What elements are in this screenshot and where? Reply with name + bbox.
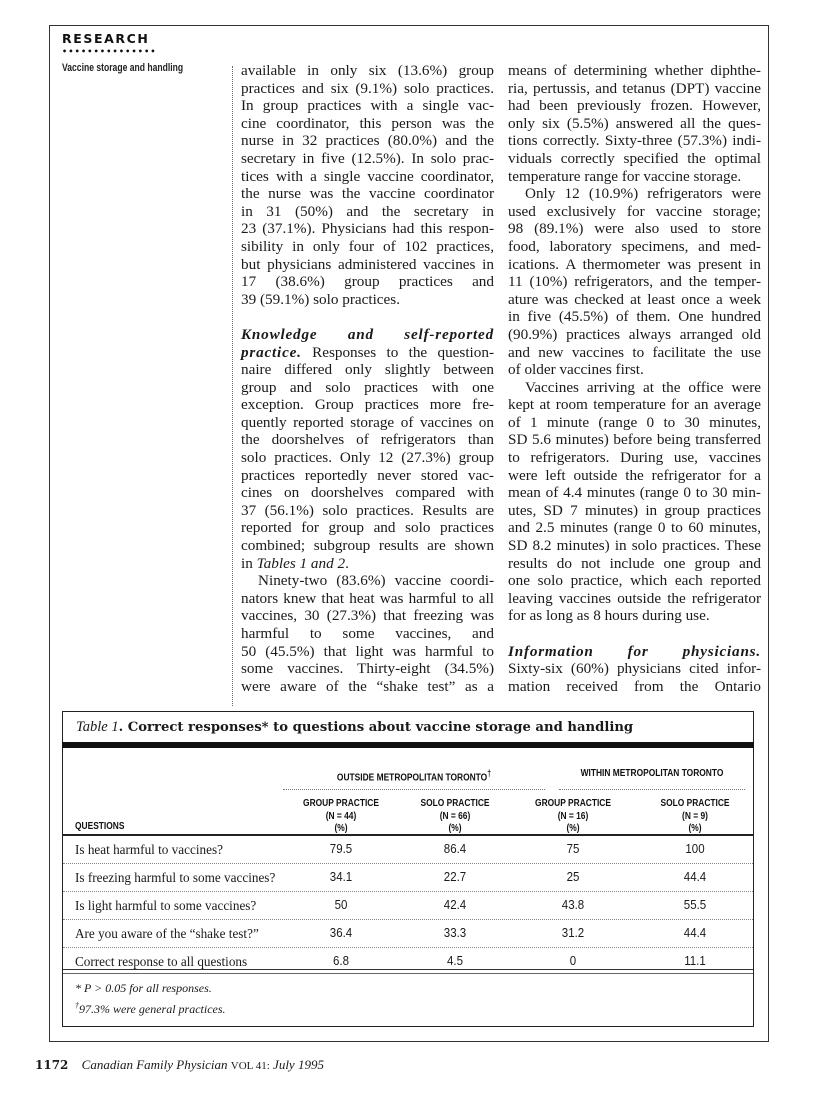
text-line: nators knew that heat was harmful to all bbox=[241, 589, 494, 607]
column-header-questions: QUESTIONS bbox=[75, 820, 125, 832]
text-line: Ninety-two (83.6%) vaccine coordi- bbox=[258, 572, 494, 590]
text-line: ria, pertussis, and tetanus (DPT) vaccine bbox=[508, 79, 761, 97]
value-cell: 36.4 bbox=[329, 926, 353, 940]
text-line: quently reported storage of vaccines on bbox=[241, 413, 494, 431]
group-header-within: WITHIN METROPOLITAN TORONTO bbox=[559, 767, 745, 790]
value-cell: 0 bbox=[569, 954, 577, 968]
text-line: used exclusively for vaccine storage; bbox=[508, 202, 761, 220]
footnote: †97.3% were general practices. bbox=[75, 1001, 226, 1016]
value-cell: 42.4 bbox=[443, 898, 467, 912]
value-cell: 25 bbox=[566, 870, 580, 884]
text-line: SD 5.6 minutes) before being transferred bbox=[508, 431, 761, 449]
column-header-within-group: GROUP PRACTICE (N = 16) (%) bbox=[535, 797, 611, 834]
value-cell: 44.4 bbox=[683, 926, 707, 940]
value-cell: 50 bbox=[334, 898, 348, 912]
question-cell: Are you aware of the “shake test?” bbox=[75, 926, 259, 941]
page-number: 1172 bbox=[35, 1058, 69, 1072]
table-1 bbox=[62, 711, 754, 1027]
value-cell: 22.7 bbox=[443, 870, 467, 884]
text-line: one solo practice, which each reported bbox=[508, 572, 761, 590]
issue-date: July 1995 bbox=[273, 1057, 324, 1072]
body-column-2 bbox=[508, 62, 761, 695]
spacer bbox=[241, 308, 494, 326]
text-line: nurse in 32 practices (80.0%) and the bbox=[241, 132, 494, 150]
text-line: SD 8.2 minutes) in solo practices. These bbox=[508, 537, 761, 555]
value-cell: 6.8 bbox=[332, 954, 349, 968]
text-line: group and solo practices with one bbox=[241, 378, 494, 396]
text-line: temperature range for vaccine storage. bbox=[508, 167, 742, 185]
text-line: utes, SD 7 minutes) in group practices bbox=[508, 501, 761, 519]
text-line bbox=[241, 326, 494, 344]
section-label: RESEARCH bbox=[62, 31, 150, 46]
text-line: ature was checked at least once a week bbox=[508, 290, 761, 308]
text-line: practices reportedly never stored vac- bbox=[241, 466, 494, 484]
text-line: available in only six (13.6%) group bbox=[241, 62, 494, 79]
text-line: reported for group and solo practices bbox=[241, 519, 494, 537]
text-line: 11 (10%) refrigerators, and the temper- bbox=[508, 273, 761, 291]
question-cell: Is freezing harmful to some vaccines? bbox=[75, 870, 276, 885]
text-line: in Tables 1 and 2. bbox=[241, 554, 349, 572]
value-cell: 100 bbox=[685, 842, 705, 856]
text-line: had been previously frozen. However, bbox=[508, 97, 761, 115]
text-line: and 2.5 minutes (range 0 to 60 minutes, bbox=[508, 519, 761, 537]
page-footer bbox=[35, 1057, 324, 1073]
table-reference-link[interactable]: Tables 1 and 2 bbox=[256, 554, 346, 572]
text-line: leaving vaccines outside the refrigerator bbox=[508, 589, 761, 607]
text-line: 23 (37.1%). Physicians had this respon- bbox=[241, 220, 494, 238]
paragraph bbox=[508, 185, 761, 379]
text-line: were left outside the refrigerator for a bbox=[508, 466, 761, 484]
text-line: ications. A thermometer was present in bbox=[508, 255, 761, 273]
text-line: 50 (45.5%) that light was harmful to bbox=[241, 642, 494, 660]
table-row bbox=[63, 891, 753, 919]
text-line: exception. Group practices more fre- bbox=[241, 396, 494, 414]
text-line: Vaccines arriving at the office were bbox=[525, 378, 761, 396]
column-header-within-solo: SOLO PRACTICE (N = 9) (%) bbox=[660, 797, 730, 834]
column-separator bbox=[232, 66, 233, 706]
value-cell: 75 bbox=[566, 842, 580, 856]
value-cell: 4.5 bbox=[446, 954, 463, 968]
table-bottom-rule bbox=[63, 969, 753, 974]
text-line: 98 (89.1%) were also used to store bbox=[508, 220, 761, 238]
paragraph bbox=[508, 379, 761, 625]
text-line: In group practices with a single vac- bbox=[241, 97, 494, 115]
text-line: 39 (59.1%) solo practices. bbox=[241, 290, 401, 308]
text-line: mean of 4.4 minutes (range 0 to 30 min- bbox=[508, 484, 761, 502]
journal-name: Canadian Family Physician bbox=[81, 1057, 228, 1072]
spacer bbox=[508, 625, 761, 643]
value-cell: 11.1 bbox=[684, 954, 706, 968]
paragraph-information bbox=[508, 643, 761, 696]
text-line: in 31 (50%) and the secretary in bbox=[241, 202, 494, 220]
text-line: in five (45.5%) of them. One hundred bbox=[508, 308, 761, 326]
table-title bbox=[63, 712, 753, 742]
value-cell: 55.5 bbox=[683, 898, 707, 912]
table-number: Table 1 bbox=[76, 719, 119, 735]
text-line: 17 (38.6%) group practices and bbox=[241, 273, 494, 291]
subheading-information: Information for physicians. bbox=[508, 642, 761, 660]
text-line: for as long as 8 hours during use. bbox=[508, 607, 710, 625]
text-line: were aware of the “shake test” as a bbox=[241, 677, 494, 695]
text-line: (90.9%) practices always arranged old bbox=[508, 325, 761, 343]
text-line: practices and six (9.1%) solo practices. bbox=[241, 79, 494, 97]
text-line: Only 12 (10.9%) refrigerators were bbox=[525, 185, 761, 203]
text-line: combined; subgroup results are shown bbox=[241, 537, 494, 555]
table-header bbox=[63, 748, 753, 834]
table-row bbox=[63, 863, 753, 891]
group-header-outside: OUTSIDE METROPOLITAN TORONTO† bbox=[283, 767, 545, 790]
text-line: mation received from the Ontario bbox=[508, 677, 761, 695]
text-line: harmful to some vaccines, and bbox=[241, 625, 494, 642]
text-line: of 1 minute (range 0 to 30 minutes, bbox=[508, 413, 761, 431]
text-line: solo practices. Only 12 (27.3%) group bbox=[241, 449, 494, 467]
text-line: naire differed only slightly between bbox=[241, 361, 494, 379]
paragraph bbox=[241, 572, 494, 695]
value-cell: 44.4 bbox=[683, 870, 707, 884]
text-line: results do not include one group and bbox=[508, 554, 761, 572]
value-cell: 86.4 bbox=[443, 842, 467, 856]
running-head: Vaccine storage and handling bbox=[62, 62, 184, 74]
journal-volume: VOL 41: bbox=[230, 1060, 270, 1072]
text-line: cines on doorshelves compared with bbox=[241, 484, 494, 502]
paragraph bbox=[241, 62, 494, 308]
column-header-outside-solo: SOLO PRACTICE (N = 66) (%) bbox=[420, 797, 490, 834]
text-line: secretary in five (12.5%). In solo prac- bbox=[241, 149, 494, 167]
text-line: 37 (56.1%) solo practices. Results are bbox=[241, 501, 494, 519]
value-cell: 79.5 bbox=[329, 842, 353, 856]
footnote: * P > 0.05 for all responses. bbox=[75, 981, 212, 995]
text-line: practice. Responses to the question- bbox=[241, 343, 494, 361]
table-footnotes bbox=[75, 979, 226, 1018]
text-line: of older vaccines first. bbox=[508, 361, 644, 379]
text-line: viduals correctly specified the optimal bbox=[508, 149, 761, 167]
paragraph-knowledge bbox=[241, 326, 494, 572]
text-line: the doorshelves of refrigerators than bbox=[241, 431, 494, 449]
text-line: sibility in only four of 102 practices, bbox=[241, 237, 494, 255]
value-cell: 34.1 bbox=[329, 870, 353, 884]
body-column-1 bbox=[241, 62, 494, 695]
subheading-knowledge: Knowledge and self-reported bbox=[241, 325, 494, 343]
text-line: only six (5.5%) answered all the ques- bbox=[508, 114, 761, 132]
text-line: Sixty-six (60%) physicians cited infor- bbox=[508, 660, 761, 678]
value-cell: 43.8 bbox=[561, 898, 585, 912]
text-line: vaccines, 30 (27.3%) that freezing was bbox=[241, 607, 494, 625]
question-cell: Is heat harmful to vaccines? bbox=[75, 842, 223, 857]
question-cell: Correct response to all questions bbox=[75, 954, 248, 969]
table-row bbox=[63, 919, 753, 947]
value-cell: 33.3 bbox=[443, 926, 467, 940]
question-cell: Is light harmful to some vaccines? bbox=[75, 898, 257, 913]
text-line: and new vaccines to facilitate the use bbox=[508, 343, 761, 361]
text-line: to refrigerators. During use, vaccines bbox=[508, 449, 761, 467]
section-dots: ••••••••••••••• bbox=[62, 47, 157, 56]
table-row bbox=[63, 834, 753, 863]
table-caption: . Correct responses* to questions about vaccine storage and handling bbox=[118, 720, 634, 735]
dagger-mark: † bbox=[487, 768, 492, 778]
text-line: some vaccines. Thirty-eight (34.5%) bbox=[241, 660, 494, 678]
column-header-outside-group: GROUP PRACTICE (N = 44) (%) bbox=[303, 797, 379, 834]
text-line: tions correctly. Sixty-three (57.3%) indi- bbox=[508, 132, 761, 150]
text-line: the nurse was the vaccine coordinator bbox=[241, 185, 494, 203]
text-line bbox=[508, 643, 761, 661]
text-line: cine coordinator, this person was the bbox=[241, 114, 494, 132]
value-cell: 31.2 bbox=[561, 926, 585, 940]
text-line: food, laboratory specimens, and med- bbox=[508, 237, 761, 255]
text-line: means of determining whether diphthe- bbox=[508, 62, 761, 79]
paragraph bbox=[508, 62, 761, 185]
table-body bbox=[63, 834, 753, 975]
text-line: tices with a single vaccine coordinator, bbox=[241, 167, 494, 185]
text-line: kept at room temperature for an average bbox=[508, 396, 761, 414]
text-line: but physicians administered vaccines in bbox=[241, 255, 494, 273]
